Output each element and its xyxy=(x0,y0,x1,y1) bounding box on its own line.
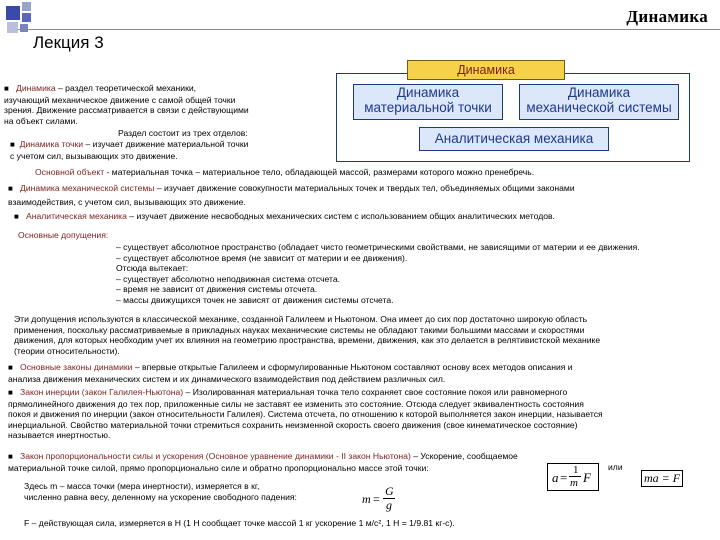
lecture-label: Лекция 3 xyxy=(33,33,104,52)
text: – Ускорение, сообщаемое xyxy=(410,451,518,461)
text: - материальная точка – материальное тело, обладающей массой, размерами которого можно пренебречь. xyxy=(104,167,535,177)
point-dynamics-paragraph xyxy=(10,139,248,161)
formula-symbol: g xyxy=(386,498,392,512)
bullet: ■ xyxy=(8,388,13,397)
diagram-root-box: Динамика xyxy=(407,60,565,80)
text: (теории относительности). xyxy=(14,345,120,356)
intro-paragraph xyxy=(4,83,249,126)
text: – Изолированная материальная точка тело сохраняет свое состояние покоя или равномерного xyxy=(183,387,568,397)
text: покоя и движения по инерции (закон относительности Галилея). Система отсчета, по отношению к которой выполняется закон инерции, называется xyxy=(8,409,603,420)
term-analytic-mechanics: Аналитическая механика xyxy=(26,211,127,221)
deco-square xyxy=(22,2,31,11)
text: Эти допущения используются в классической механике, созданной Галилеем и Ньютоном. Она имеет до сих пор достаточно широкую область xyxy=(14,314,588,324)
term-laws: Основные законы динамики xyxy=(20,362,133,372)
term-dynamics: Динамика xyxy=(16,83,56,93)
text: изучающий механическое движение с самой общей точки xyxy=(4,94,236,105)
bullet: ■ xyxy=(14,212,19,221)
assumption-item: – существует абсолютное время (не зависит от материи и ее движения). xyxy=(116,252,408,263)
assumptions-note xyxy=(14,314,600,356)
text: – изучает движение материальной точки xyxy=(83,139,249,149)
diagram-system-line1: Динамика xyxy=(567,85,631,100)
deco-square xyxy=(20,24,28,32)
second-law-paragraph xyxy=(8,451,518,473)
main-object-line xyxy=(35,167,534,178)
diagram-system-box xyxy=(519,84,679,120)
system-dynamics-paragraph xyxy=(8,183,575,207)
term-inertia-law: Закон инерции (закон Галилея-Ньютона) xyxy=(20,387,184,397)
formula-newton: ma = F xyxy=(641,470,683,487)
text: взаимодействия, с учетом сил, вызывающих это движение. xyxy=(8,196,246,207)
text: – раздел теоретической механики, xyxy=(55,83,197,93)
bullet: ■ xyxy=(4,84,9,93)
diagram-system-line2: механической системы xyxy=(526,100,672,115)
bullet: ■ xyxy=(8,363,13,372)
analytic-paragraph xyxy=(14,211,555,223)
bullet: ■ xyxy=(8,184,13,193)
formula-symbol: m xyxy=(362,492,371,506)
bullet: ■ xyxy=(10,140,15,149)
assumption-item: – время не зависит от движения системы отсчета. xyxy=(116,284,318,295)
formula-symbol: F xyxy=(583,470,591,485)
bullet: ■ xyxy=(8,452,13,461)
text: прямолинейного движения до тех пор, приложенные силы не заставят ее изменить это состояние. Отсюда следует эквивалентность состояния xyxy=(8,398,584,409)
assumption-item: – массы движущихся точек не зависят от движения системы отсчета. xyxy=(116,294,394,305)
text: зрения. Движение рассматривается в связи с действующими xyxy=(4,105,249,116)
assumptions-list xyxy=(116,242,640,306)
text: – впервые открытые Галилеем и сформулированные Ньютоном составляют основу всех методов описания и xyxy=(132,362,573,372)
term-point-dynamics: Динамика точки xyxy=(19,139,84,149)
force-description: F – действующая сила, измеряется в Н (1 Н сообщает точке массой 1 кг ускорение 1 м/с², 1 Н = 1/9.81 кг-с). xyxy=(24,518,455,528)
text: – изучает движение несвободных механических систем с использованием общих аналитических методов. xyxy=(126,211,555,221)
diagram-point-line1: Динамика xyxy=(396,85,460,100)
diagram-point-line2: материальной точки xyxy=(364,100,492,115)
formula-mass xyxy=(360,484,400,512)
term-main-object: Основной объект xyxy=(35,167,105,177)
inertia-law-paragraph xyxy=(8,387,603,441)
text: Здесь m – масса точки (мера инертности), измеряется в кг, xyxy=(24,481,260,491)
deco-square xyxy=(22,13,31,22)
or-label: или xyxy=(608,462,623,472)
text: движения, для которых необходим учет их влияния на геометрию пространства, времени, движения, как это делается в релятивистской механике xyxy=(14,335,601,346)
header-rule xyxy=(18,29,720,30)
mass-description xyxy=(24,481,297,502)
deco-square xyxy=(7,22,18,33)
formula-symbol: m xyxy=(570,477,578,489)
assumption-item: – существует абсолютное пространство (обладает чисто геометрическими свойствами, не зависящими от материи и ее движения. xyxy=(116,242,640,252)
assumption-item: – существует абсолютно неподвижная система отсчета. xyxy=(116,273,341,284)
assumptions-heading: Основные допущения: xyxy=(18,230,109,240)
formula-symbol: G xyxy=(385,484,394,498)
deco-square xyxy=(6,6,20,20)
text: называется инертностью. xyxy=(8,430,111,441)
text: численно равна весу, деленному на ускорение свободного падения: xyxy=(24,491,297,502)
text: с учетом сил, вызывающих это движение. xyxy=(10,150,178,161)
formula-symbol: a xyxy=(552,470,559,485)
diagram-analytic-box: Аналитическая механика xyxy=(419,127,609,151)
diagram-point-box xyxy=(353,84,503,120)
formula-acceleration xyxy=(547,463,599,491)
laws-paragraph xyxy=(8,362,573,384)
formula-symbol: = xyxy=(560,470,568,485)
term-second-law: Закон пропорциональности силы и ускорения (Основное уравнение динамики - II закон Ньютона) xyxy=(20,451,411,461)
text: анализа движения механических систем и их динамического взаимодействия под действием различных сил. xyxy=(8,373,446,384)
text: материальной точке силой, прямо пропорционально силе и обратно пропорционально массе этой точки: xyxy=(8,462,429,473)
sections-intro: Раздел состоит из трех отделов: xyxy=(118,128,248,138)
formula-symbol: 1 xyxy=(573,464,579,476)
text: на объект силами. xyxy=(4,115,78,126)
page-title: Динамика xyxy=(626,7,708,26)
assumption-item: Отсюда вытекает: xyxy=(116,263,189,274)
text: применения, поскольку рассматриваемые в прикладных науках механические системы не обладают такими большими массами и скоростями xyxy=(14,324,585,335)
formula-symbol: = xyxy=(373,492,380,506)
text: – изучает движение совокупности материальных точек и твердых тел, объединяемых общими законами xyxy=(154,183,575,193)
term-system-dynamics: Динамика механической системы xyxy=(20,183,155,193)
text: инерциальной. Свойство материальной точки стремиться сохранить неизменной скорость своего движения (свое кинематическое состояние) xyxy=(8,419,578,430)
